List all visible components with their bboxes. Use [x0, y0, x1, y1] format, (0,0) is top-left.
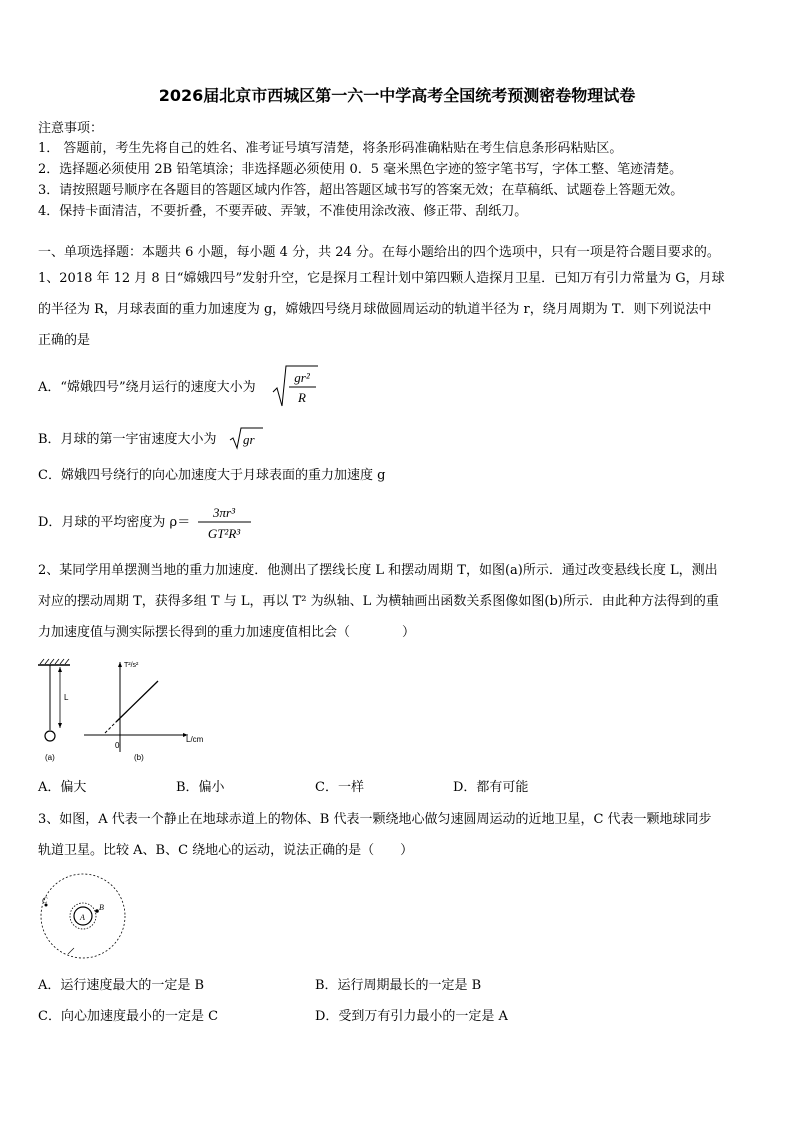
q3-stem-line: 轨道卫星。比较 A、B、C 绕地心的运动，说法正确的是（ ） — [38, 843, 414, 858]
q1-option-a-text: A．“嫦娥四号”绕月运行的速度大小为 — [38, 380, 256, 395]
q2-option-b: B．偏小 — [176, 780, 225, 795]
x-axis-label: L/cm — [186, 735, 204, 744]
figure-b-label: (b) — [134, 753, 144, 762]
q1-stem-line: 的半径为 R，月球表面的重力加速度为 g，嫦娥四号绕月球做圆周运动的轨道半径为 r，绕月周期为 T．则下列说法中 — [38, 302, 712, 317]
q1-option-b-text: B．月球的第一宇宙速度大小为 — [38, 432, 217, 447]
q1-option-a-num: gr² — [294, 370, 310, 385]
q2-figure — [36, 656, 216, 766]
section-heading: 一、单项选择题：本题共 6 小题，每小题 4 分，共 24 分。在每小题给出的四个选项中，只有一项是符合题目要求的。 — [38, 245, 720, 260]
q2-option-a: A．偏大 — [38, 780, 87, 795]
q1-option-a-den: R — [298, 390, 306, 405]
q2-option-c: C．一样 — [315, 780, 364, 795]
q2-stem-line: 力加速度值与测实际摆长得到的重力加速度值相比会（ ） — [38, 625, 416, 640]
q2-stem-line: 2、某同学用单摆测当地的重力加速度．他测出了摆线长度 L 和摆动周期 T，如图(a)所示．通过改变悬线长度 L，测出 — [38, 563, 718, 578]
q3-option-b: B．运行周期最长的一定是 B — [315, 978, 482, 993]
pendulum-diagram — [38, 659, 70, 762]
figure-a-label: (a) — [45, 753, 55, 762]
notice-item: 4．保持卡面清洁，不要折叠，不要弄破、弄皱，不准使用涂改液、修正带、刮纸刀。 — [38, 204, 528, 219]
page-title: 2026届北京市西城区第一六一中学高考全国统考预测密卷物理试卷 — [158, 86, 636, 105]
q1-stem-line: 1、2018 年 12 月 8 日“嫦娥四号”发射升空，它是探月工程计划中第四颗人造探月卫星．已知万有引力常量为 G，月球 — [38, 271, 725, 286]
period-length-graph — [84, 662, 204, 762]
q3-stem-line: 3、如图，A 代表一个静止在地球赤道上的物体、B 代表一颗绕地心做匀速圆周运动的近地卫星，C 代表一颗地球同步 — [38, 812, 712, 827]
q3-option-a: A．运行速度最大的一定是 B — [38, 978, 205, 993]
point-b-label: B — [99, 903, 104, 912]
q2-option-d: D．都有可能 — [453, 780, 529, 795]
q1-stem-line: 正确的是 — [38, 333, 91, 348]
point-a-label: A — [80, 913, 85, 922]
q2-stem-line: 对应的摆动周期 T，获得多组 T 与 L，再以 T² 为纵轴、L 为横轴画出函数关系图像如图(b)所示．由此种方法得到的重 — [38, 594, 719, 609]
q1-option-a-sqrt — [272, 364, 318, 410]
notice-item: 1． 答题前，考生先将自己的姓名、准考证号填写清楚，将条形码准确粘贴在考生信息条形码粘贴区。 — [38, 141, 623, 156]
q3-option-c: C．向心加速度最小的一定是 C — [38, 1009, 219, 1024]
length-label: L — [64, 693, 69, 702]
q1-option-b-sqrt — [229, 426, 263, 450]
q1-option-d-text: D．月球的平均密度为 ρ＝ — [38, 515, 191, 530]
q1-option-d-num: 3πr³ — [213, 505, 235, 520]
q3-orbit-figure — [38, 872, 130, 962]
notice-heading: 注意事项： — [38, 121, 104, 136]
notice-item: 2．选择题必须使用 2B 铅笔填涂；非选择题必须使用 0．5 毫米黑色字迹的签字笔书写，字体工整、笔迹清楚。 — [38, 162, 683, 177]
notice-item: 3．请按照题号顺序在各题目的答题区域内作答，超出答题区域书写的答案无效；在草稿纸、试题卷上答题无效。 — [38, 183, 684, 198]
y-axis-label: T²/s² — [124, 662, 139, 669]
origin-label: 0 — [115, 741, 120, 750]
q1-option-d-den: GT²R³ — [207, 526, 241, 541]
q1-option-d-fraction — [196, 502, 254, 544]
q1-option-b-expr: gr — [243, 432, 255, 447]
point-c-label: C — [42, 896, 48, 905]
q3-option-d: D．受到万有引力最小的一定是 A — [315, 1009, 508, 1024]
q1-option-c-text: C．嫦娥四号绕行的向心加速度大于月球表面的重力加速度 g — [38, 468, 386, 483]
